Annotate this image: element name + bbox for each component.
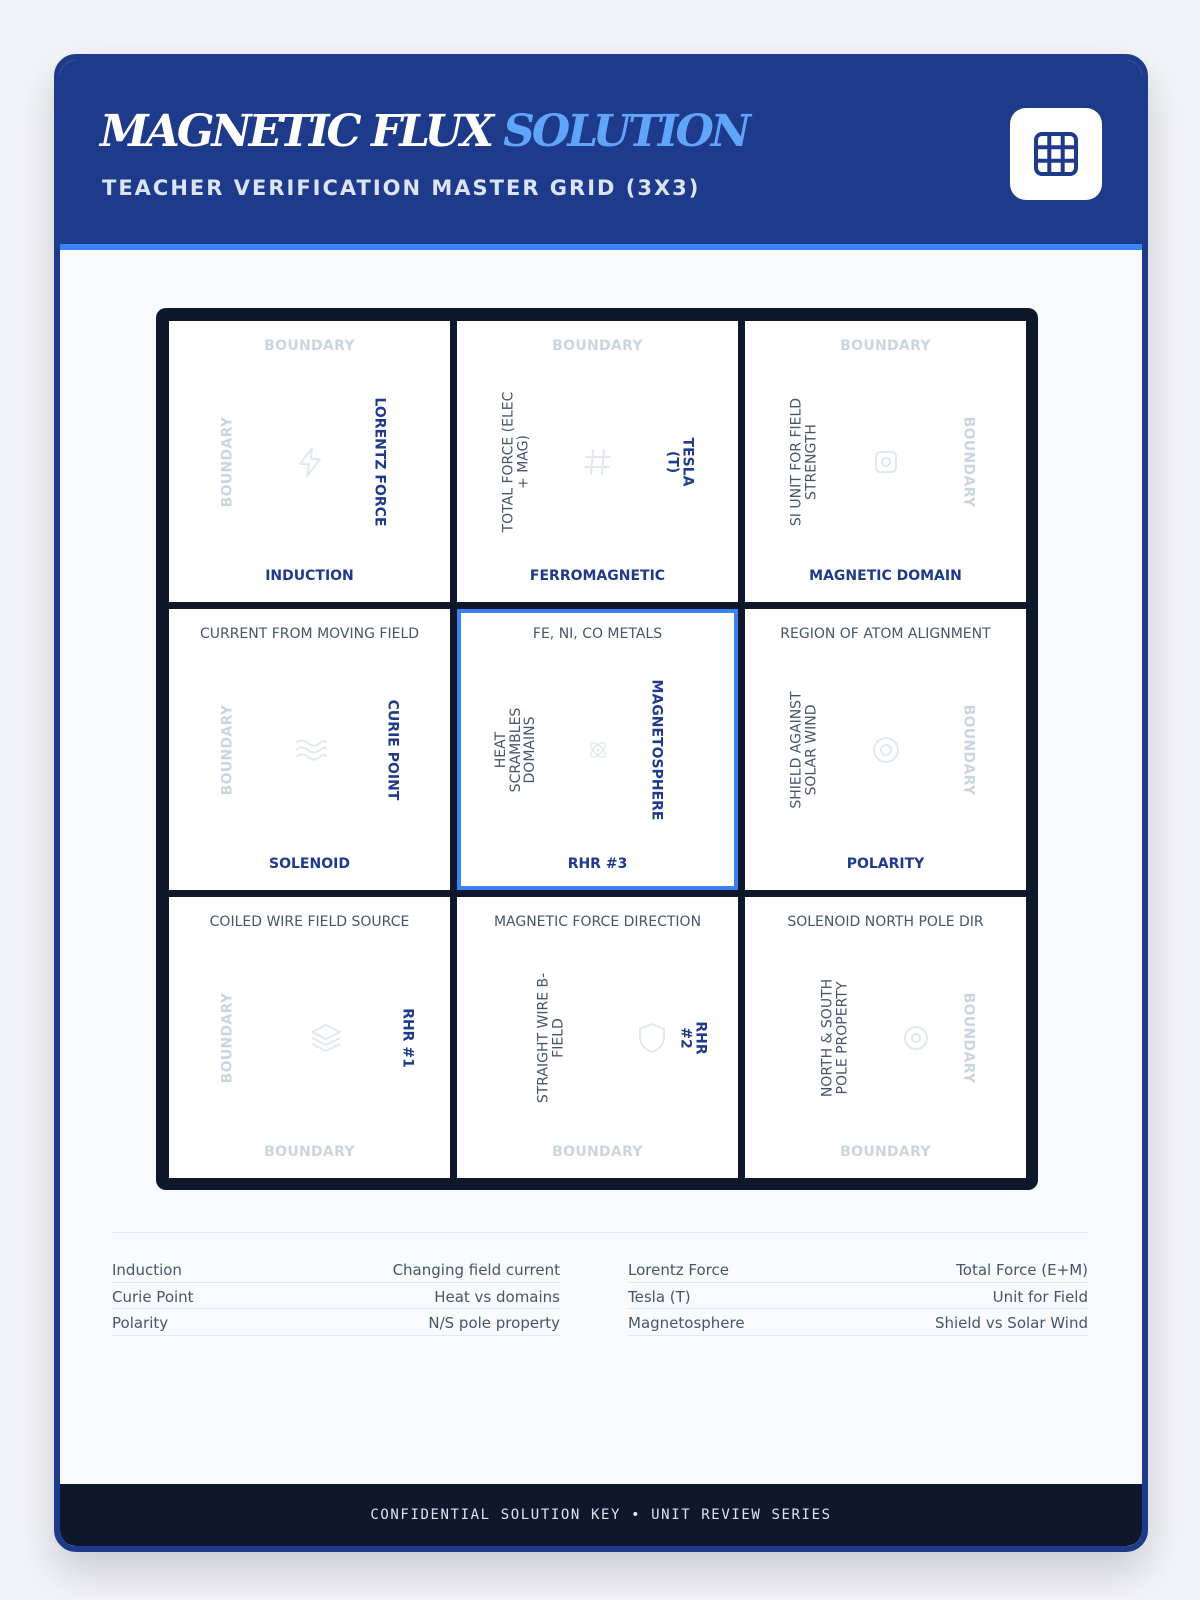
cell-edge-top: COILED WIRE FIELD SOURCE [209,914,410,930]
legend-definition: N/S pole property [428,1314,560,1332]
cell-edge-right: BOUNDARY [960,992,977,1083]
legend-definition: Shield vs Solar Wind [934,1314,1088,1332]
hash-icon [581,445,615,479]
footer-text: CONFIDENTIAL SOLUTION KEY • UNIT REVIEW SERIES [370,1507,832,1523]
compass-icon [899,1021,933,1055]
legend-definition: Changing field current [392,1261,560,1279]
cell-edge-top: MAGNETIC FORCE DIRECTION [493,914,702,930]
legend-row [112,1309,560,1336]
legend-definition: Unit for Field [992,1287,1088,1306]
cell-edge-right: LORENTZ FORCE [371,396,388,527]
legend-row [628,1283,1088,1310]
cell-edge-left: STRAIGHT WIRE B-FIELD [535,972,566,1103]
page-title [100,106,749,157]
legend-definition: Total Force (E+M) [956,1261,1088,1279]
legend-term: Polarity [112,1314,169,1332]
grid-cell-9[interactable] [745,897,1026,1178]
grid-cell-5-center[interactable] [457,609,738,890]
legend-term: Magnetosphere [628,1314,745,1332]
grid-view-button[interactable] [1010,108,1102,200]
cell-edge-right: BOUNDARY [960,416,977,507]
cell-edge-left: BOUNDARY [219,416,236,507]
legend-right [628,1256,1088,1336]
cell-edge-bottom: INDUCTION [265,568,354,585]
cell-edge-right: MAGNETOSPHERE [648,679,665,820]
cell-edge-left: TOTAL FORCE (ELEC + MAG) [500,391,531,532]
cell-edge-left: NORTH & SOUTH POLE PROPERTY [819,978,850,1097]
legend-divider [112,1232,1088,1233]
grid-cell-3[interactable] [745,321,1026,602]
footer [60,1484,1142,1546]
cell-edge-left: SI UNIT FOR FIELD STRENGTH [788,397,819,526]
target-icon [869,733,903,767]
cell-edge-bottom: FERROMAGNETIC [529,568,666,585]
legend-term: Curie Point [112,1287,194,1306]
page-subtitle: TEACHER VERIFICATION MASTER GRID (3X3) [102,176,701,200]
puzzle-grid [156,308,1038,1190]
cell-edge-right: RHR #2 [678,1020,709,1055]
legend-definition: Heat vs domains [434,1287,560,1306]
legend-left [112,1256,560,1336]
cell-edge-bottom: RHR #3 [567,856,628,873]
cell-edge-top: FE, NI, CO METALS [532,626,663,642]
layers-icon [309,1021,343,1055]
cell-edge-bottom: SOLENOID [269,856,350,873]
cell-edge-bottom: BOUNDARY [264,1144,355,1161]
title-accent: SOLUTION [503,106,749,157]
legend-row [112,1283,560,1310]
legend-term: Induction [112,1261,182,1279]
waves-icon [293,733,327,767]
grid-cell-4[interactable] [169,609,450,890]
legend-row [112,1256,560,1283]
cell-edge-left: BOUNDARY [219,992,236,1083]
grid-cell-8[interactable] [457,897,738,1178]
solution-card [54,54,1148,1552]
cell-edge-top: CURRENT FROM MOVING FIELD [199,626,420,642]
legend-term: Tesla (T) [628,1287,691,1306]
cell-edge-right: RHR #1 [399,1007,416,1068]
title-main: MAGNETIC FLUX [100,106,492,157]
legend-term: Lorentz Force [628,1261,729,1279]
cell-edge-top: BOUNDARY [552,338,643,354]
grid-cell-1[interactable] [169,321,450,602]
grid-cell-6[interactable] [745,609,1026,890]
cell-edge-bottom: MAGNETIC DOMAIN [809,568,962,585]
cell-edge-bottom: BOUNDARY [552,1144,643,1161]
cell-edge-bottom: BOUNDARY [840,1144,931,1161]
grid-cell-7[interactable] [169,897,450,1178]
grid-icon [1034,132,1078,176]
cell-edge-right: CURIE POINT [384,699,401,800]
legend-row [628,1309,1088,1336]
square-icon [869,445,903,479]
grid-cell-2[interactable] [457,321,738,602]
cell-edge-top: REGION OF ATOM ALIGNMENT [780,626,991,642]
bolt-icon [293,445,327,479]
cell-edge-right: TESLA (T) [665,437,696,486]
legend-row [628,1256,1088,1283]
header [60,60,1142,250]
cell-edge-left: BOUNDARY [219,704,236,795]
cell-edge-left: SHIELD AGAINST SOLAR WIND [788,690,819,809]
cell-edge-top: BOUNDARY [840,338,931,354]
cell-edge-top: BOUNDARY [264,338,355,354]
shield-icon [635,1021,669,1055]
cell-edge-bottom: POLARITY [846,856,925,873]
cell-edge-left: HEAT SCRAMBLES DOMAINS [492,707,539,792]
cell-edge-top: SOLENOID NORTH POLE DIR [787,914,984,930]
atom-icon [586,738,610,762]
cell-edge-right: BOUNDARY [960,704,977,795]
